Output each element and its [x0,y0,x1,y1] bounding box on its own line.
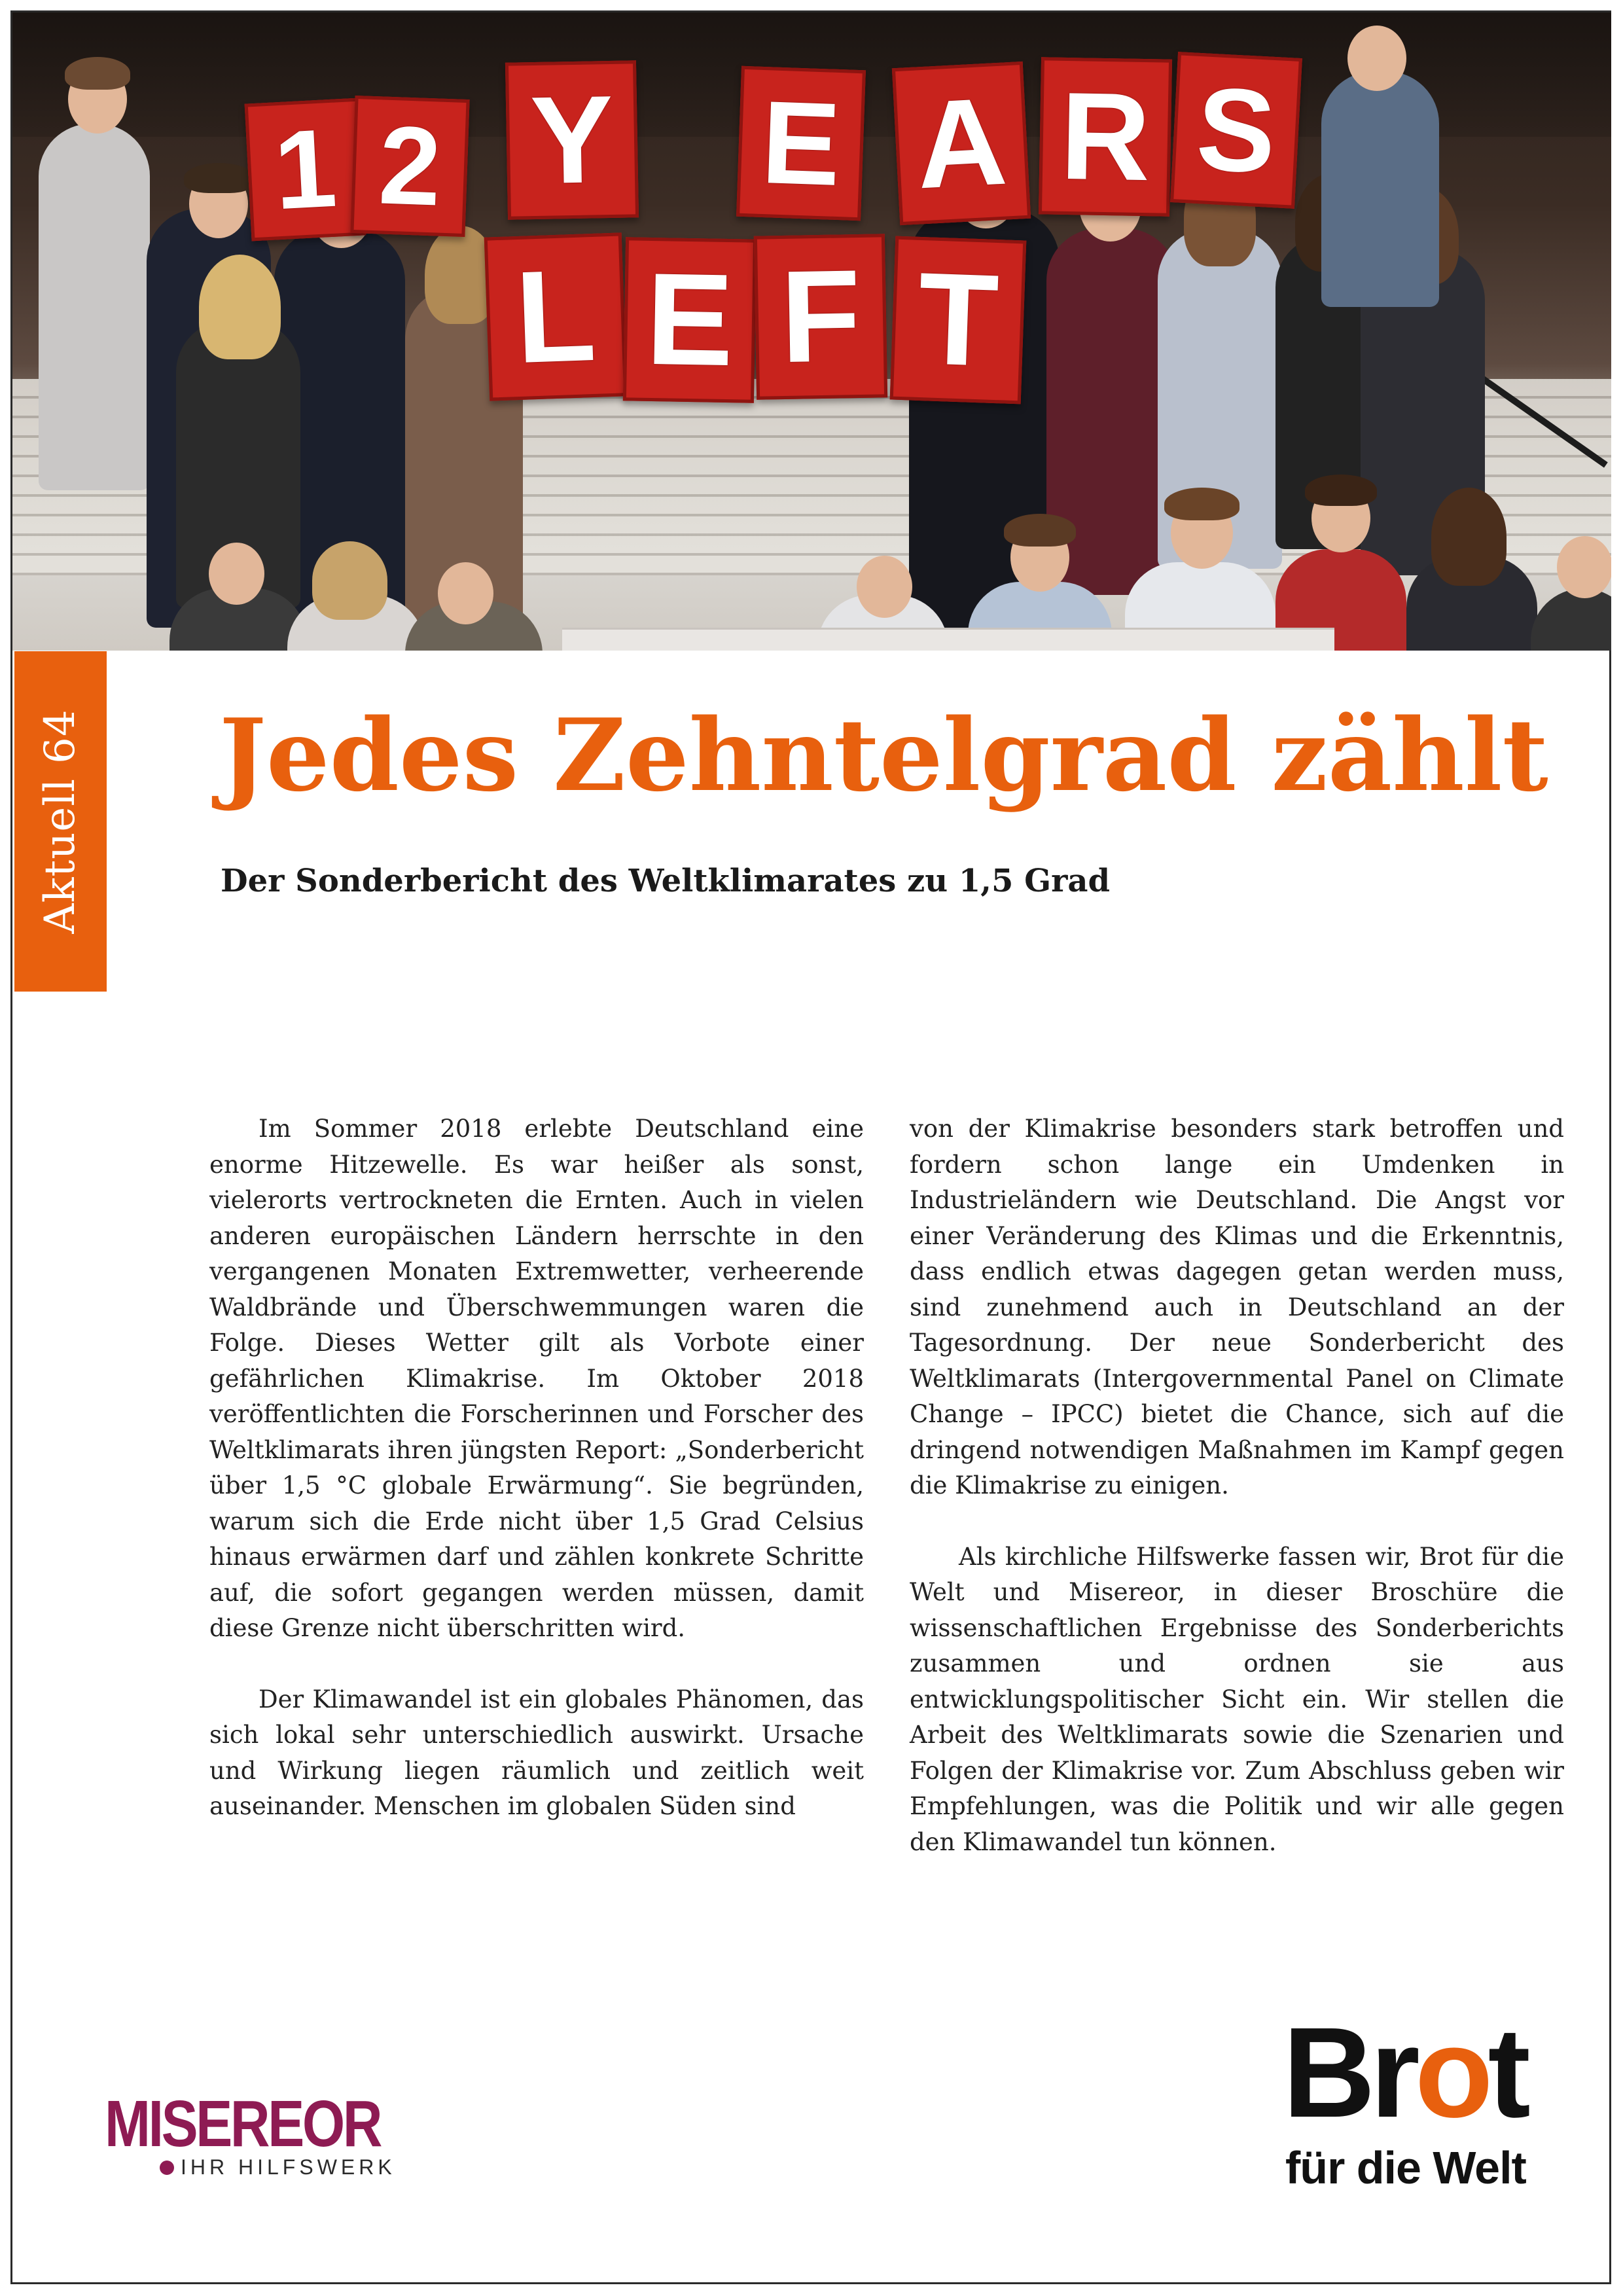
misereor-wordmark: MISEREOR [105,2087,381,2161]
sign-letter: Y [505,60,639,219]
page-title: Jedes Zehntelgrad zählt [219,696,1548,814]
person-head [1347,26,1406,91]
body-paragraph: von der Klimakrise besonders stark betroffen und fordern schon lange ein Umdenken in Industrieländern wie Deutschland. Die Angst vor einer Veränderung des Klimas und die Erkenntnis, dass endlich etwas dagegen getan werden muss, sind zunehmend auch in Deutschland an der Tagesordnung. Der neue Sonderbericht des Weltklimarats (Intergovernmental Panel on Climate Change – IPCC) bietet die Chance, sich auf die dringend notwendigen Maßnahmen im Kampf gegen die Klimakrise zu einigen. [910,1115,1564,1499]
misereor-dot-icon [160,2161,174,2175]
misereor-tagline: IHR HILFSWERK [181,2155,396,2179]
brot-wordmark [1283,2001,1525,2144]
sign-letter: R [1039,57,1172,216]
person [1321,71,1439,307]
brot-o: o [1414,2001,1488,2144]
brot-fuer-die-welt-logo [1283,2001,1558,2209]
person-hair [184,163,255,193]
person-head [209,543,264,605]
brot-part2: t [1488,2001,1525,2144]
tab-number: 64 [36,709,84,764]
sign-letter: F [754,234,887,399]
sign-letter: 1 [245,98,366,242]
person [39,124,150,490]
person-hair [1164,488,1240,520]
person-head [857,556,912,618]
person-hair [1305,475,1377,506]
photo-banner [562,628,1334,651]
sign-letter: 2 [350,96,469,237]
person-hair [65,57,130,90]
body-column-right [910,1111,1564,1895]
body-paragraph: Der Klimawandel ist ein globales Phänomen, das sich lokal sehr unterschiedlich auswirkt. Ursache und Wirkung liegen räumlich und zeitlich weit auseinander. Menschen im globalen Süden sind [209,1685,864,1820]
sign-letter: L [484,232,628,401]
cover-photo [12,12,1611,651]
person [1531,588,1611,651]
body-paragraph: Als kirchliche Hilfswerke fassen wir, Brot für die Welt und Misereor, in dieser Broschüre die wissenschaftlichen Ergebnisse des Sonderberichts zusammen und ordnen sie aus entwicklungspolitischer Sicht ein. Wir stellen die Arbeit des Weltklimarats sowie die Szenarien und Folgen der Klimakrise vor. Zum Abschluss geben wir Empfehlungen, was die Politik und wir alle gegen den Klimawandel tun können. [910,1542,1564,1856]
sign-letter: A [892,62,1031,225]
sign-letter: T [890,236,1027,404]
sign-letter: E [623,237,757,403]
tab-label: Aktuell [36,778,84,934]
body-paragraph: Im Sommer 2018 erlebte Deutschland eine enorme Hitzewelle. Es war heißer als sonst, vielerorts vertrockneten die Ernten. Auch in vielen anderen europäischen Ländern herrschte in den vergangenen Monaten Extremwetter, verheerende Waldbrände und Überschwemmungen waren die Folge. Dieses Wetter gilt als Vorbote einer gefährlichen Klimakrise. Im Oktober 2018 veröffentlichten die Forscherinnen und Forscher des Weltklimarats ihren jüngsten Report: „Sonderbericht über 1,5 °C globale Erwärmung“. Sie begründen, warum sich die Erde nicht über 1,5 Grad Celsius hinaus erwärmen darf und zählen konkrete Schritte auf, die sofort gegangen werden müssen, damit diese Grenze nicht überschritten wird. [209,1115,864,1642]
person-hair [1431,488,1507,586]
sign-letter: E [736,66,866,221]
person-hair [1004,514,1076,547]
person-head [1557,536,1611,598]
person-hair [312,541,387,620]
person-hair [199,255,281,359]
section-tab-label [36,709,84,933]
page-subtitle: Der Sonderbericht des Weltklimarates zu 1,5 Grad [221,863,1111,899]
misereor-logo [105,2087,406,2179]
body-column-left [209,1111,864,1860]
person-head [438,562,493,624]
sign-letter: S [1170,52,1302,209]
fuer-die-welt-wordmark: für die Welt [1285,2142,1526,2193]
brot-part1: Br [1283,2001,1415,2144]
